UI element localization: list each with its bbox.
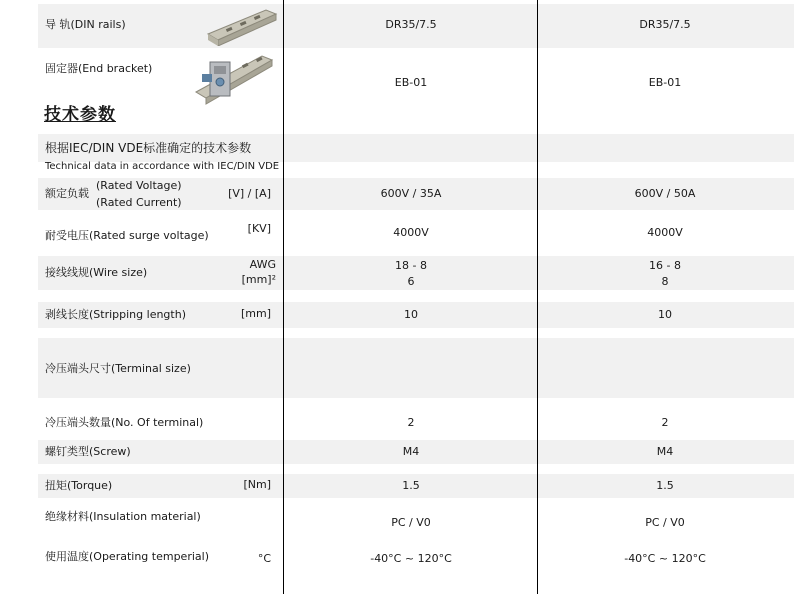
- wire-size-value-2b: 8: [661, 275, 669, 288]
- temperature-value-1: -40°C ~ 120°C: [370, 552, 452, 565]
- screw-value-2: M4: [656, 445, 674, 458]
- stripping-length-label: 剥线长度(Stripping length): [45, 308, 186, 321]
- stripping-length-value-2: 10: [658, 308, 672, 321]
- stripping-length-value-1: 10: [404, 308, 418, 321]
- surge-voltage-label: 耐受电压(Rated surge voltage): [45, 229, 209, 242]
- surge-voltage-value-1: 4000V: [393, 226, 429, 239]
- din-rail-value-1: DR35/7.5: [385, 18, 437, 31]
- rated-voltage-label: (Rated Voltage): [96, 179, 182, 192]
- wire-size-value-1a: 18 - 8: [395, 259, 427, 272]
- wire-size-unit-awg: AWG: [249, 258, 276, 271]
- din-rail-label: 导 轨(DIN rails): [45, 18, 126, 31]
- surge-voltage-value-2: 4000V: [647, 226, 683, 239]
- terminal-count-value-2: 2: [661, 416, 669, 429]
- end-bracket-image: [192, 48, 276, 106]
- wire-size-value-1b: 6: [407, 275, 415, 288]
- rated-load-value-2: 600V / 50A: [634, 187, 696, 200]
- wire-size-value-2a: 16 - 8: [649, 259, 681, 272]
- din-rail-image: [206, 6, 278, 46]
- torque-label: 扭矩(Torque): [45, 479, 113, 492]
- terminal-count-value-1: 2: [407, 416, 415, 429]
- terminal-size-label: 冷压端头尺寸(Terminal size): [45, 362, 191, 375]
- end-bracket-label: 固定器(End bracket): [45, 62, 153, 75]
- terminal-count-label: 冷压端头数量(No. Of terminal): [45, 416, 204, 429]
- end-bracket-value-2: EB-01: [648, 76, 682, 89]
- rated-current-label: (Rated Current): [96, 196, 182, 209]
- torque-unit: [Nm]: [243, 478, 271, 491]
- torque-value-1: 1.5: [402, 479, 420, 492]
- insulation-value-1: PC / V0: [391, 516, 431, 529]
- section-title: 技术参数: [44, 105, 116, 125]
- stripping-length-unit: [mm]: [240, 307, 271, 320]
- wire-size-label: 接线线规(Wire size): [45, 266, 148, 279]
- insulation-value-2: PC / V0: [645, 516, 685, 529]
- wire-size-unit-mm: [mm]²: [241, 273, 276, 286]
- screw-value-1: M4: [402, 445, 420, 458]
- din-rail-value-2: DR35/7.5: [639, 18, 691, 31]
- rated-load-value-1: 600V / 35A: [380, 187, 442, 200]
- torque-value-2: 1.5: [656, 479, 674, 492]
- temperature-label: 使用温度(Operating temperial): [45, 550, 209, 563]
- screw-label: 螺钉类型(Screw): [45, 445, 131, 458]
- end-bracket-value-1: EB-01: [394, 76, 428, 89]
- temperature-value-2: -40°C ~ 120°C: [624, 552, 706, 565]
- standard-en-text: Technical data in accordance with IEC/DIN VDE: [45, 161, 280, 172]
- rated-load-label-cn: 额定负载: [45, 187, 89, 200]
- rated-load-unit: [V] / [A]: [228, 187, 271, 200]
- temperature-unit: °C: [257, 552, 271, 565]
- standard-cn-text: 根据IEC/DIN VDE标准确定的技术参数: [45, 141, 252, 155]
- surge-voltage-unit: [KV]: [247, 222, 271, 235]
- insulation-label: 绝缘材料(Insulation material): [45, 510, 201, 523]
